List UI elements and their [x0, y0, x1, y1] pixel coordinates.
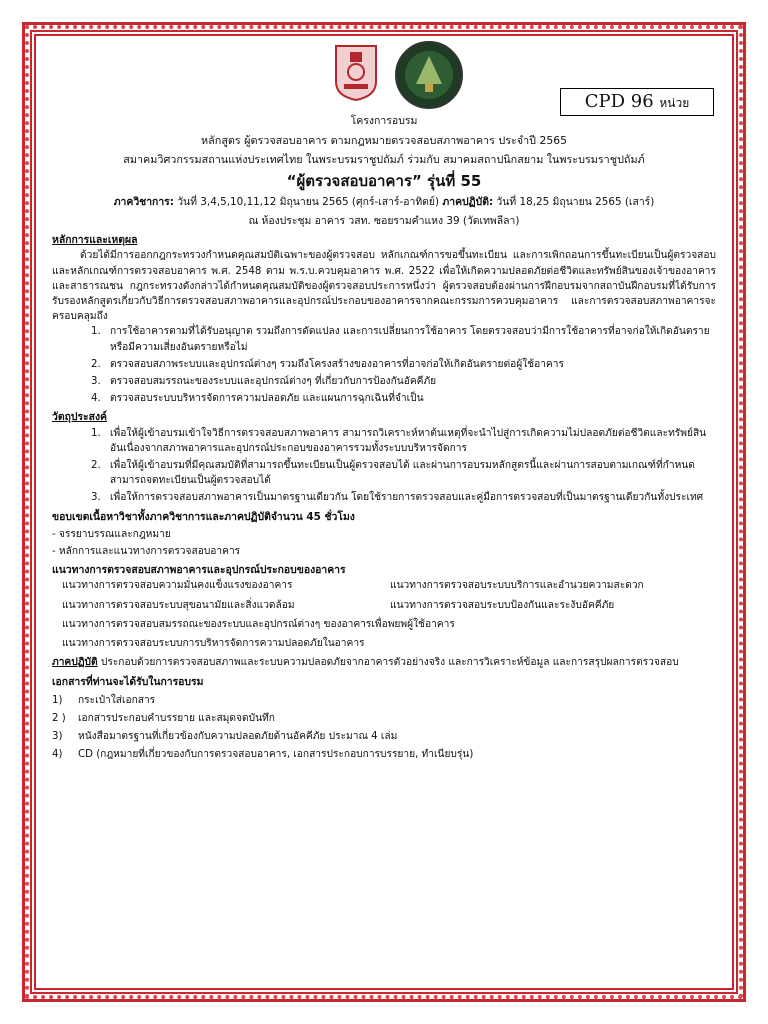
item-number: 2 )	[52, 712, 66, 724]
guidelines-heading: แนวทางการตรวจสอบสภาพอาคารและอุปกรณ์ประกอบของอาคาร	[52, 564, 346, 577]
practice-label: ภาคปฏิบัติ:	[442, 195, 494, 208]
theory-dates: วันที่ 3,4,5,10,11,12 มิถุนายน 2565 (ศุกร์-เสาร์-อาทิตย์)	[173, 195, 443, 208]
list-item	[52, 729, 716, 744]
list-item: 2. ตรวจสอบสภาพระบบและอุปกรณ์ต่างๆ รวมถึงโครงสร้างของอาคารที่อาจก่อให้เกิดอันตรายต่อผู้ใช้อาคาร	[104, 357, 716, 372]
guideline-item: แนวทางการตรวจสอบระบบบริการและอำนวยความสะดวก	[390, 580, 644, 592]
list-item: 3. เพื่อให้การตรวจสอบสภาพอาคารเป็นมาตรฐานเดียวกัน โดยใช้รายการตรวจสอบและคู่มือการตรวจสอบที่เป็นมาตรฐานเดียวกันทั้งประเทศ	[104, 490, 716, 505]
principles-body: ด้วยได้มีการออกกฎกระทรวงกำหนดคุณสมบัติเฉพาะของผู้ตรวจสอบ หลักเกณฑ์การขอขึ้นทะเบียน และการเพิกถอนการขึ้นทะเบียนเป็นผู้ตรวจสอบ และหลักเกณฑ์การตรวจสอบอาคาร พ.ศ. 2548 ตาม พ.ร.บ.ควบคุมอาคาร พ.ศ. 2522 เพื่อให้เกิดความปลอดภัยต่อชีวิตและทรัพย์สินของเจ้าของอาคารและสาธารณชน กฎกระทรวงดังกล่าวได้กำหนดคุณสมบัติของผู้ตรวจสอบประการหนึ่งว่า ผู้ตรวจสอบต้องผ่านการฝึกอบรมจากสถาบันฝึกอบรมที่ได้รับการรับรองหลักสูตรเกี่ยวกับวิธีการตรวจสอบสภาพอาคารและอุปกรณ์ประกอบของอาคารจากคณะกรรมการควบคุมอาคาร และการตรวจสอบสภาพอาคารจะครอบคลุมถึง	[52, 250, 716, 323]
principles-list	[52, 324, 716, 406]
list-item: 1. เพื่อให้ผู้เข้าอบรมเข้าใจวิธีการตรวจสอบสภาพอาคาร สามารถวิเคราะห์หาต้นเหตุที่จะนำไปสู่การเกิดความไม่ปลอดภัยต่อชีวิตและทรัพย์สิน อันเนื่องจากสภาพอาคารและอุปกรณ์ประกอบของอาคารรวมทั้งระบบบริหารจัดการ	[104, 426, 716, 456]
guideline-item: แนวทางการตรวจสอบระบบป้องกันและระงับอัคคีภัย	[390, 599, 615, 611]
scope-heading: ขอบเขตเนื้อหาวิชาทั้งภาควิชาการและภาคปฏิบัติจำนวน 45 ชั่วโมง	[52, 510, 355, 523]
list-item: 2. เพื่อให้ผู้เข้าอบรมที่มีคุณสมบัติที่สามารถขึ้นทะเบียนเป็นผู้ตรวจสอบได้ และผ่านการอบรมหลักสูตรนี้และผ่านการสอบตามเกณฑ์ที่กำหนด สามารถจดทะเบียนเป็นผู้ตรวจสอบได้	[104, 458, 716, 488]
practice-text: ประกอบด้วยการตรวจสอบสภาพและระบบความปลอดภัยจากอาคารตัวอย่างจริง และการวิเคราะห์ข้อมูล และการสรุปผลการตรวจสอบ	[97, 657, 679, 669]
list-item	[52, 693, 716, 708]
cpd-unit: หน่วย	[659, 96, 690, 110]
scope-item: - หลักการและแนวทางการตรวจสอบอาคาร	[52, 546, 241, 558]
asa-logo-icon	[394, 40, 464, 110]
objectives-heading: วัตถุประสงค์	[52, 411, 107, 424]
list-item	[52, 747, 716, 762]
item-text: เอกสารประกอบคำบรรยาย และสมุดจดบันทึก	[78, 712, 275, 724]
objectives-list	[52, 426, 716, 506]
documents-list	[52, 693, 716, 763]
eit-logo-icon	[332, 42, 380, 102]
item-number: 4)	[52, 749, 63, 761]
guideline-item: แนวทางการตรวจสอบความมั่นคงแข็งแรงของอาคาร	[62, 580, 293, 592]
course-name: หลักสูตร ผู้ตรวจสอบอาคาร ตามกฎหมายตรวจสอบสภาพอาคาร ประจำปี 2565	[201, 134, 567, 148]
document-body	[52, 40, 716, 766]
item-number: 1)	[52, 694, 63, 706]
practice-heading: ภาคปฏิบัติ	[52, 657, 98, 669]
item-number: 3)	[52, 731, 63, 743]
list-item: 1. การใช้อาคารตามที่ได้รับอนุญาต รวมถึงการดัดแปลง และการเปลี่ยนการใช้อาคาร โดยตรวจสอบว่ามีการใช้อาคารที่อาจก่อให้เกิดอันตรายหรือมีความเสี่ยงอันตรายหรือไม่	[104, 324, 716, 354]
list-item: 4. ตรวจสอบระบบบริหารจัดการความปลอดภัย และแผนการฉุกเฉินที่จำเป็น	[104, 391, 716, 406]
cpd-badge	[560, 88, 714, 116]
guideline-item: แนวทางการตรวจสอบระบบการบริหารจัดการความปลอดภัยในอาคาร	[62, 638, 365, 650]
venue: ณ ห้องประชุม อาคาร วสท. ซอยรามคำแหง 39 (วัดเทพลีลา)	[248, 215, 520, 228]
item-text: หนังสือมาตรฐานที่เกี่ยวข้องกับความปลอดภัยด้านอัคคีภัย ประมาณ 4 เล่ม	[78, 731, 398, 743]
scope-item: - จรรยาบรรณและกฎหมาย	[52, 528, 171, 540]
schedule	[52, 195, 716, 210]
guideline-item: แนวทางการตรวจสอบสมรรถณะของระบบและอุปกรณ์ต่างๆ ของอาคารเพื่อพยพผู้ใช้อาคาร	[62, 618, 455, 630]
theory-label: ภาควิชาการ:	[113, 195, 174, 208]
practice-section	[52, 655, 716, 670]
organizers: สมาคมวิศวกรรมสถานแห่งประเทศไทย ในพระบรมราชูปถัมภ์ ร่วมกับ สมาคมสถาปนิกสยาม ในพระบรมราชูปถัมภ์	[123, 153, 645, 167]
program-label: โครงการอบรม	[350, 115, 418, 127]
guidelines-grid	[52, 578, 716, 616]
cpd-value: CPD 96	[584, 91, 654, 112]
documents-heading: เอกสารที่ท่านจะได้รับในการอบรม	[52, 675, 204, 688]
guideline-item: แนวทางการตรวจสอบระบบสุขอนามัยและสิ่งแวดล้อม	[62, 599, 295, 611]
item-text: กระเป๋าใส่เอกสาร	[78, 694, 156, 706]
principles-heading: หลักการและเหตุผล	[52, 234, 138, 247]
page-title: “ผู้ตรวจสอบอาคาร” รุ่นที่ 55	[286, 171, 482, 190]
logo-area	[52, 40, 716, 110]
item-text: CD (กฎหมายที่เกี่ยวของกับการตรวจสอบอาคาร, เอกสารประกอบการบรรยาย, ทำเนียบรุ่น)	[78, 749, 474, 761]
practice-dates: วันที่ 18,25 มิถุนายน 2565 (เสาร์)	[493, 195, 655, 208]
list-item	[52, 711, 716, 726]
list-item: 3. ตรวจสอบสมรรถนะของระบบและอุปกรณ์ต่างๆ ที่เกี่ยวกับการป้องกันอัคคีภัย	[104, 374, 716, 389]
